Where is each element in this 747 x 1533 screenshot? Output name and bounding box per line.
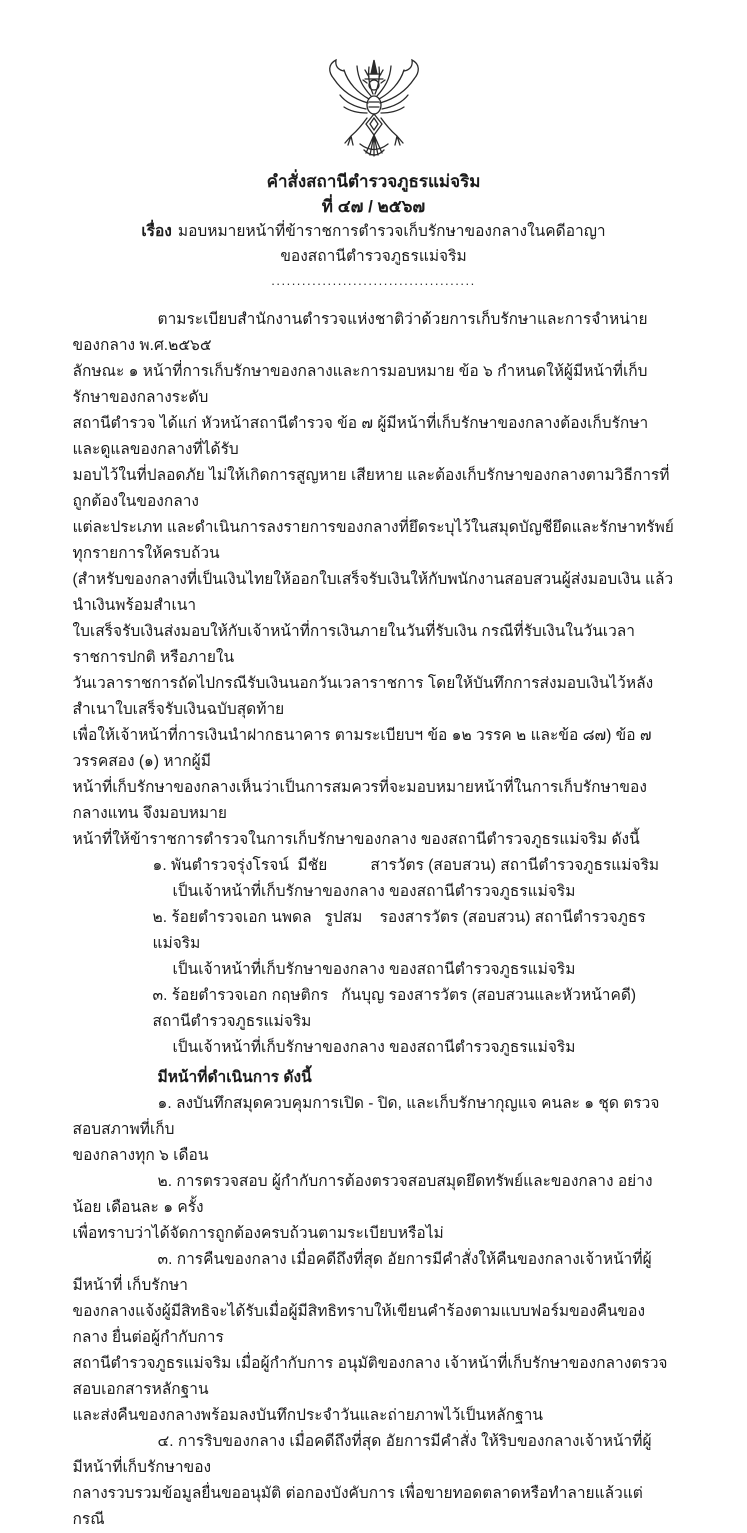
subject-line [0, 219, 747, 244]
duties-list [73, 1091, 675, 1533]
duty-3-line2: ของกลางแจ้งผู้มีสิทธิจะได้รับเมื่อผู้มีสิทธิทราบให้เขียนคำร้องตามแบบฟอร์มของคืนของกลาง ยื่นต่อผู้กำกับการ [72, 1303, 646, 1346]
intro-line-11: หน้าที่ให้ข้าราชการตำรวจในการเก็บรักษาของกลาง ของสถานีตำรวจภูธรแม่จริม ดังนี้ [72, 831, 640, 848]
intro-line-1: ตามระเบียบสำนักงานตำรวจแห่งชาติว่าด้วยการเก็บรักษาและการจำหน่ายของกลาง พ.ศ.๒๕๖๕ [72, 311, 648, 354]
subject-label: เรื่อง [141, 223, 172, 240]
duty-1-line2: ของกลางทุก ๖ เดือน [72, 1147, 209, 1164]
intro-line-7: ใบเสร็จรับเงินส่งมอบให้กับเจ้าหน้าที่การเงินภายในวันที่รับเงิน กรณีที่รับเงินในวันเวลาราชการปกติ หรือภายใน [72, 623, 636, 666]
intro-line-3: สถานีตำรวจ ได้แก่ หัวหน้าสถานีตำรวจ ข้อ ๗ ผู้มีหน้าที่เก็บรักษาของกลางต้องเก็บรักษาและดูแลของกลางที่ได้รับ [72, 415, 649, 458]
intro-line-6: (สำหรับของกลางที่เป็นเงินไทยให้ออกใบเสร็จรับเงินให้กับพนักงานสอบสวนผู้ส่งมอบเงิน แล้วนำเงินพร้อมสำเนา [72, 571, 674, 614]
duty-2-line2: เพื่อทราบว่าได้จัดการถูกต้องครบถ้วนตามระเบียบหรือไม่ [72, 1225, 444, 1242]
document-title: คำสั่งสถานีตำรวจภูธรแม่จริม [266, 172, 481, 191]
intro-line-10: หน้าที่เก็บรักษาของกลางเห็นว่าเป็นการสมควรที่จะมอบหมายหน้าที่ในการเก็บรักษาของกลางแทน จึงมอบหมาย [72, 779, 647, 822]
officer-2-line2: เป็นเจ้าหน้าที่เก็บรักษาของกลาง ของสถานีตำรวจภูธรแม่จริม [172, 961, 576, 978]
duty-3-line3: สถานีตำรวจภูธรแม่จริม เมื่อผู้กำกับการ อนุมัติของกลาง เจ้าหน้าที่เก็บรักษาของกลางตรวจสอบเอกสารหลักฐาน [72, 1355, 668, 1398]
garuda-emblem [0, 0, 747, 165]
duties-heading: มีหน้าที่ดำเนินการ ดังนี้ [157, 1069, 312, 1086]
subject-text: มอบหมายหน้าที่ข้าราชการตำรวจเก็บรักษาของกลางในคดีอาญา [177, 223, 606, 240]
officer-1-line2: เป็นเจ้าหน้าที่เก็บรักษาของกลาง ของสถานีตำรวจภูธรแม่จริม [172, 883, 576, 900]
intro-line-2: ลักษณะ ๑ หน้าที่การเก็บรักษาของกลางและการมอบหมาย ข้อ ๖ กำหนดให้ผู้มีหน้าที่เก็บรักษาของกลางระดับ [72, 363, 648, 406]
intro-line-4: มอบไว้ในที่ปลอดภัย ไม่ให้เกิดการสูญหาย เสียหาย และต้องเก็บรักษาของกลางตามวิธีการที่ถูกต้องในของกลาง [72, 467, 670, 510]
officer-2-line1: ๒. ร้อยตำรวจเอก นพดล รูปสม รองสารวัตร (สอบสวน) สถานีตำรวจภูธรแม่จริม [152, 909, 646, 952]
intro-line-9: เพื่อให้เจ้าหน้าที่การเงินนำฝากธนาคาร ตามระเบียบฯ ข้อ ๑๒ วรรค ๒ และข้อ ๘๗) ข้อ ๗ วรรคสอง (๑) หากผู้มี [72, 727, 656, 770]
duty-1-line1: ๑. ลงบันทึกสมุดควบคุมการเปิด - ปิด, และเก็บรักษากุญแจ คนละ ๑ ชุด ตรวจสอบสภาพที่เก็บ [72, 1095, 660, 1138]
intro-paragraph [73, 307, 675, 853]
officer-assignments [73, 853, 675, 1061]
duty-2-line1: ๒. การตรวจสอบ ผู้กำกับการต้องตรวจสอบสมุดยึดทรัพย์และของกลาง อย่างน้อย เดือนละ ๑ ครั้ง [72, 1173, 653, 1216]
dotted-divider: ........................................ [271, 273, 476, 288]
subject-line2: ของสถานีตำรวจภูธรแม่จริม [280, 248, 467, 265]
garuda-icon [319, 58, 429, 165]
duty-4-line1: ๔. การริบของกลาง เมื่อคดีถึงที่สุด อัยการมีคำสั่ง ให้ริบของกลางเจ้าหน้าที่ผู้มีหน้าที่เก็บรักษาของ [72, 1433, 652, 1476]
intro-line-8: วันเวลาราชการถัดไปกรณีรับเงินนอกวันเวลาราชการ โดยให้บันทึกการส่งมอบเงินไว้หลังสำเนาใบเสร็จรับเงินฉบับสุดท้าย [72, 675, 654, 718]
intro-line-5: แต่ละประเภท และดำเนินการลงรายการของกลางที่ยึดระบุไว้ในสมุดบัญชียึดและรักษาทรัพย์ทุกรายการให้ครบถ้วน [72, 519, 674, 562]
officer-3-line2: เป็นเจ้าหน้าที่เก็บรักษาของกลาง ของสถานีตำรวจภูธรแม่จริม [172, 1039, 576, 1056]
document-body [73, 307, 675, 1533]
officer-3-line1: ๓. ร้อยตำรวจเอก กฤษติกร กันบุญ รองสารวัตร (สอบสวนและหัวหน้าคดี) สถานีตำรวจภูธรแม่จริม [152, 987, 641, 1030]
officer-1-line1: ๑. พันตำรวจรุ่งโรจน์ มีชัย สารวัตร (สอบสวน) สถานีตำรวจภูธรแม่จริม [152, 857, 660, 874]
duty-4-line2: กลางรวบรวมข้อมูลยื่นขออนุมัติ ต่อกองบังคับการ เพื่อขายทอดตลาดหรือทำลายแล้วแต่กรณี [72, 1485, 643, 1528]
duty-3-line1: ๓. การคืนของกลาง เมื่อคดีถึงที่สุด อัยการมีคำสั่งให้คืนของกลางเจ้าหน้าที่ผู้มีหน้าที่ เก็บรักษา [72, 1251, 652, 1294]
document-number: ที่ ๔๗ / ๒๕๖๗ [321, 197, 426, 216]
duty-3-line4: และส่งคืนของกลางพร้อมลงบันทึกประจำวันและถ่ายภาพไว้เป็นหลักฐาน [72, 1407, 543, 1424]
